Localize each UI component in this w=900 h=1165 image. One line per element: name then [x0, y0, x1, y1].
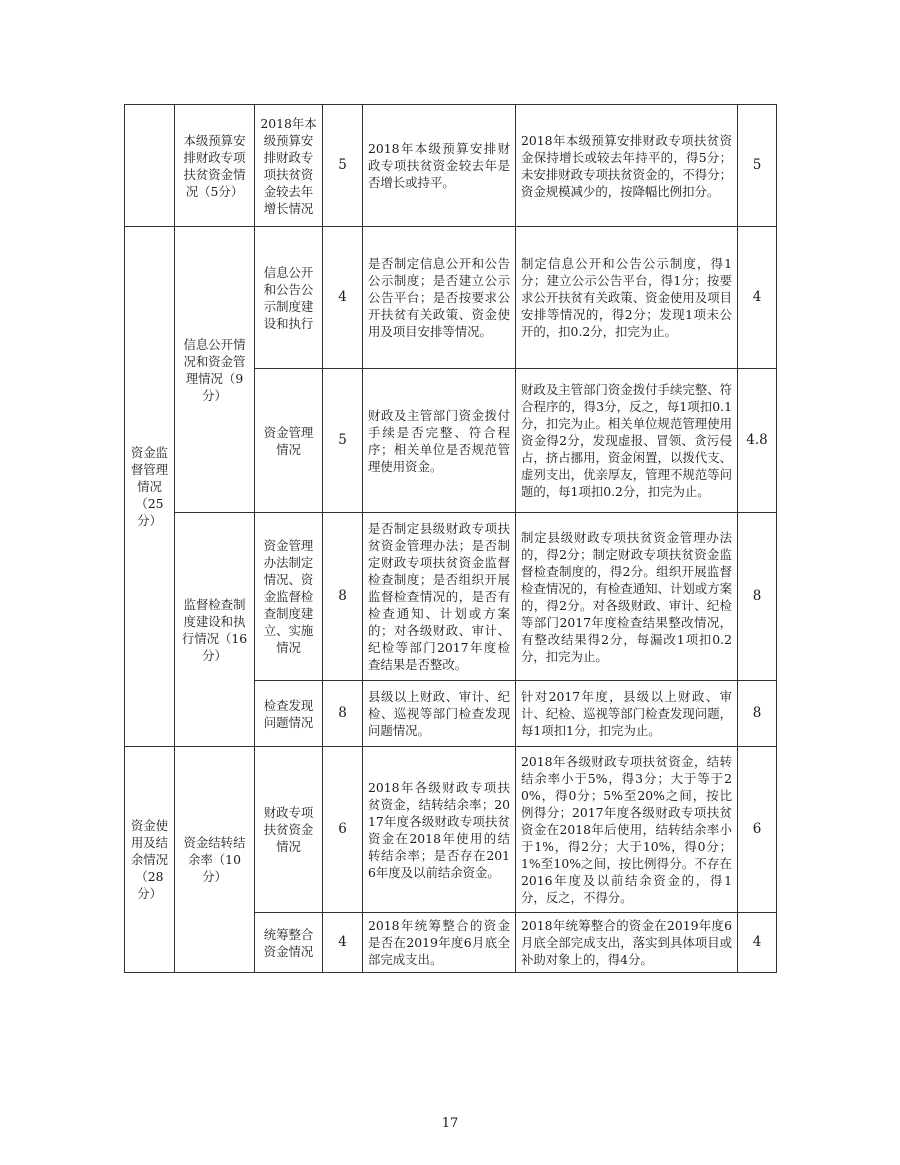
points-cell: 8 [323, 681, 363, 747]
subcategory-cell: 监督检查制度建设和执行情况（16分） [175, 513, 255, 747]
evaluation-score-table [124, 104, 777, 973]
table-row [125, 105, 777, 227]
standard-cell: 2018年统筹整合的资金是否在2019年度6月底全部完成支出。 [363, 913, 516, 973]
standard-cell: 县级以上财政、审计、纪检、巡视等部门检查发现问题情况。 [363, 681, 516, 747]
points-cell: 4 [323, 227, 363, 369]
table-row [125, 513, 777, 681]
item-cell: 资金管理情况 [255, 369, 323, 513]
score-cell: 8 [738, 513, 777, 681]
rule-cell: 制定信息公开和公告公示制度，得1分；建立公示公告平台，得1分；按要求公开扶贫有关政策、资金使用及项目安排等情况的，得2分；发现1项未公开的，扣0.2分，扣完为止。 [516, 227, 738, 369]
score-cell: 6 [738, 747, 777, 913]
rule-cell: 2018年本级预算安排财政专项扶贫资金保持增长或较去年持平的，得5分；未安排财政专项扶贫资金的，不得分；资金规模减少的，按降幅比例扣分。 [516, 105, 738, 227]
score-cell: 5 [738, 105, 777, 227]
subcategory-cell: 本级预算安排财政专项扶贫资金情况（5分） [175, 105, 255, 227]
rule-cell: 针对2017年度，县级以上财政、审计、纪检、巡视等部门检查发现问题，每1项扣1分，扣完为止。 [516, 681, 738, 747]
category-cell [125, 105, 175, 227]
points-cell: 5 [323, 369, 363, 513]
score-cell: 8 [738, 681, 777, 747]
rule-cell: 财政及主管部门资金拨付手续完整、符合程序的，得3分，反之，每1项扣0.1分，扣完为止。相关单位规范管理使用资金得2分，发现虚报、冒领、贪污侵占，挤占挪用，资金闲置，以拨代支、虚列支出，优亲厚友，管理不规范等问题的，每1项扣0.2分，扣完为止。 [516, 369, 738, 513]
table-row [125, 227, 777, 369]
item-cell: 信息公开和公告公示制度建设和执行 [255, 227, 323, 369]
score-cell: 4 [738, 227, 777, 369]
standard-cell: 财政及主管部门资金拨付手续是否完整、符合程序；相关单位是否规范管理使用资金。 [363, 369, 516, 513]
points-cell: 8 [323, 513, 363, 681]
standard-cell: 2018年本级预算安排财政专项扶贫资金较去年是否增长或持平。 [363, 105, 516, 227]
points-cell: 4 [323, 913, 363, 973]
item-cell: 统筹整合资金情况 [255, 913, 323, 973]
rule-cell: 2018年统筹整合的资金在2019年度6月底全部完成支出，落实到具体项目或补助对象上的，得4分。 [516, 913, 738, 973]
item-cell: 资金管理办法制定情况、资金监督检查制度建立、实施情况 [255, 513, 323, 681]
table-row [125, 747, 777, 913]
item-cell: 检查发现问题情况 [255, 681, 323, 747]
category-cell: 资金监督管理情况（25分） [125, 227, 175, 747]
score-cell: 4.8 [738, 369, 777, 513]
standard-cell: 2018年各级财政专项扶贫资金，结转结余率；2017年度各级财政专项扶贫资金在2018年使用的结转结余率；是否存在2016年度及以前结余资金。 [363, 747, 516, 913]
subcategory-cell: 信息公开情况和资金管理情况（9分） [175, 227, 255, 513]
item-cell: 财政专项扶贫资金情况 [255, 747, 323, 913]
rule-cell: 制定县级财政专项扶贫资金管理办法的，得2分；制定财政专项扶贫资金监督检查制度的，得2分。组织开展监督检查情况的，有检查通知、计划或方案的，得2分。对各级财政、审计、纪检等部门2017年度检查结果整改情况，有整改结果得2分，每漏改1项扣0.2分，扣完为止。 [516, 513, 738, 681]
item-cell: 2018年本级预算安排财政专项扶贫资金较去年增长情况 [255, 105, 323, 227]
rule-cell: 2018年各级财政专项扶贫资金，结转结余率小于5%，得3分；大于等于20%，得0分；5%至20%之间，按比例得分；2017年度各级财政专项扶贫资金在2018年后使用，结转结余率小于1%，得2分；大于10%，得0分；1%至10%之间，按比例得分。不存在2016年度及以前结余资金的，得1分，反之，不得分。 [516, 747, 738, 913]
standard-cell: 是否制定县级财政专项扶贫资金管理办法；是否制定财政专项扶贫资金监督检查制度；是否组织开展监督检查情况的，是否有检查通知、计划或方案的；对各级财政、审计、纪检等部门2017年度检查结果是否整改。 [363, 513, 516, 681]
standard-cell: 是否制定信息公开和公告公示制度；是否建立公示公告平台；是否按要求公开扶贫有关政策、资金使用及项目安排等情况。 [363, 227, 516, 369]
points-cell: 5 [323, 105, 363, 227]
points-cell: 6 [323, 747, 363, 913]
category-cell: 资金使用及结余情况（28分） [125, 747, 175, 973]
subcategory-cell: 资金结转结余率（10分） [175, 747, 255, 973]
score-cell: 4 [738, 913, 777, 973]
page-number: 17 [441, 1116, 459, 1131]
